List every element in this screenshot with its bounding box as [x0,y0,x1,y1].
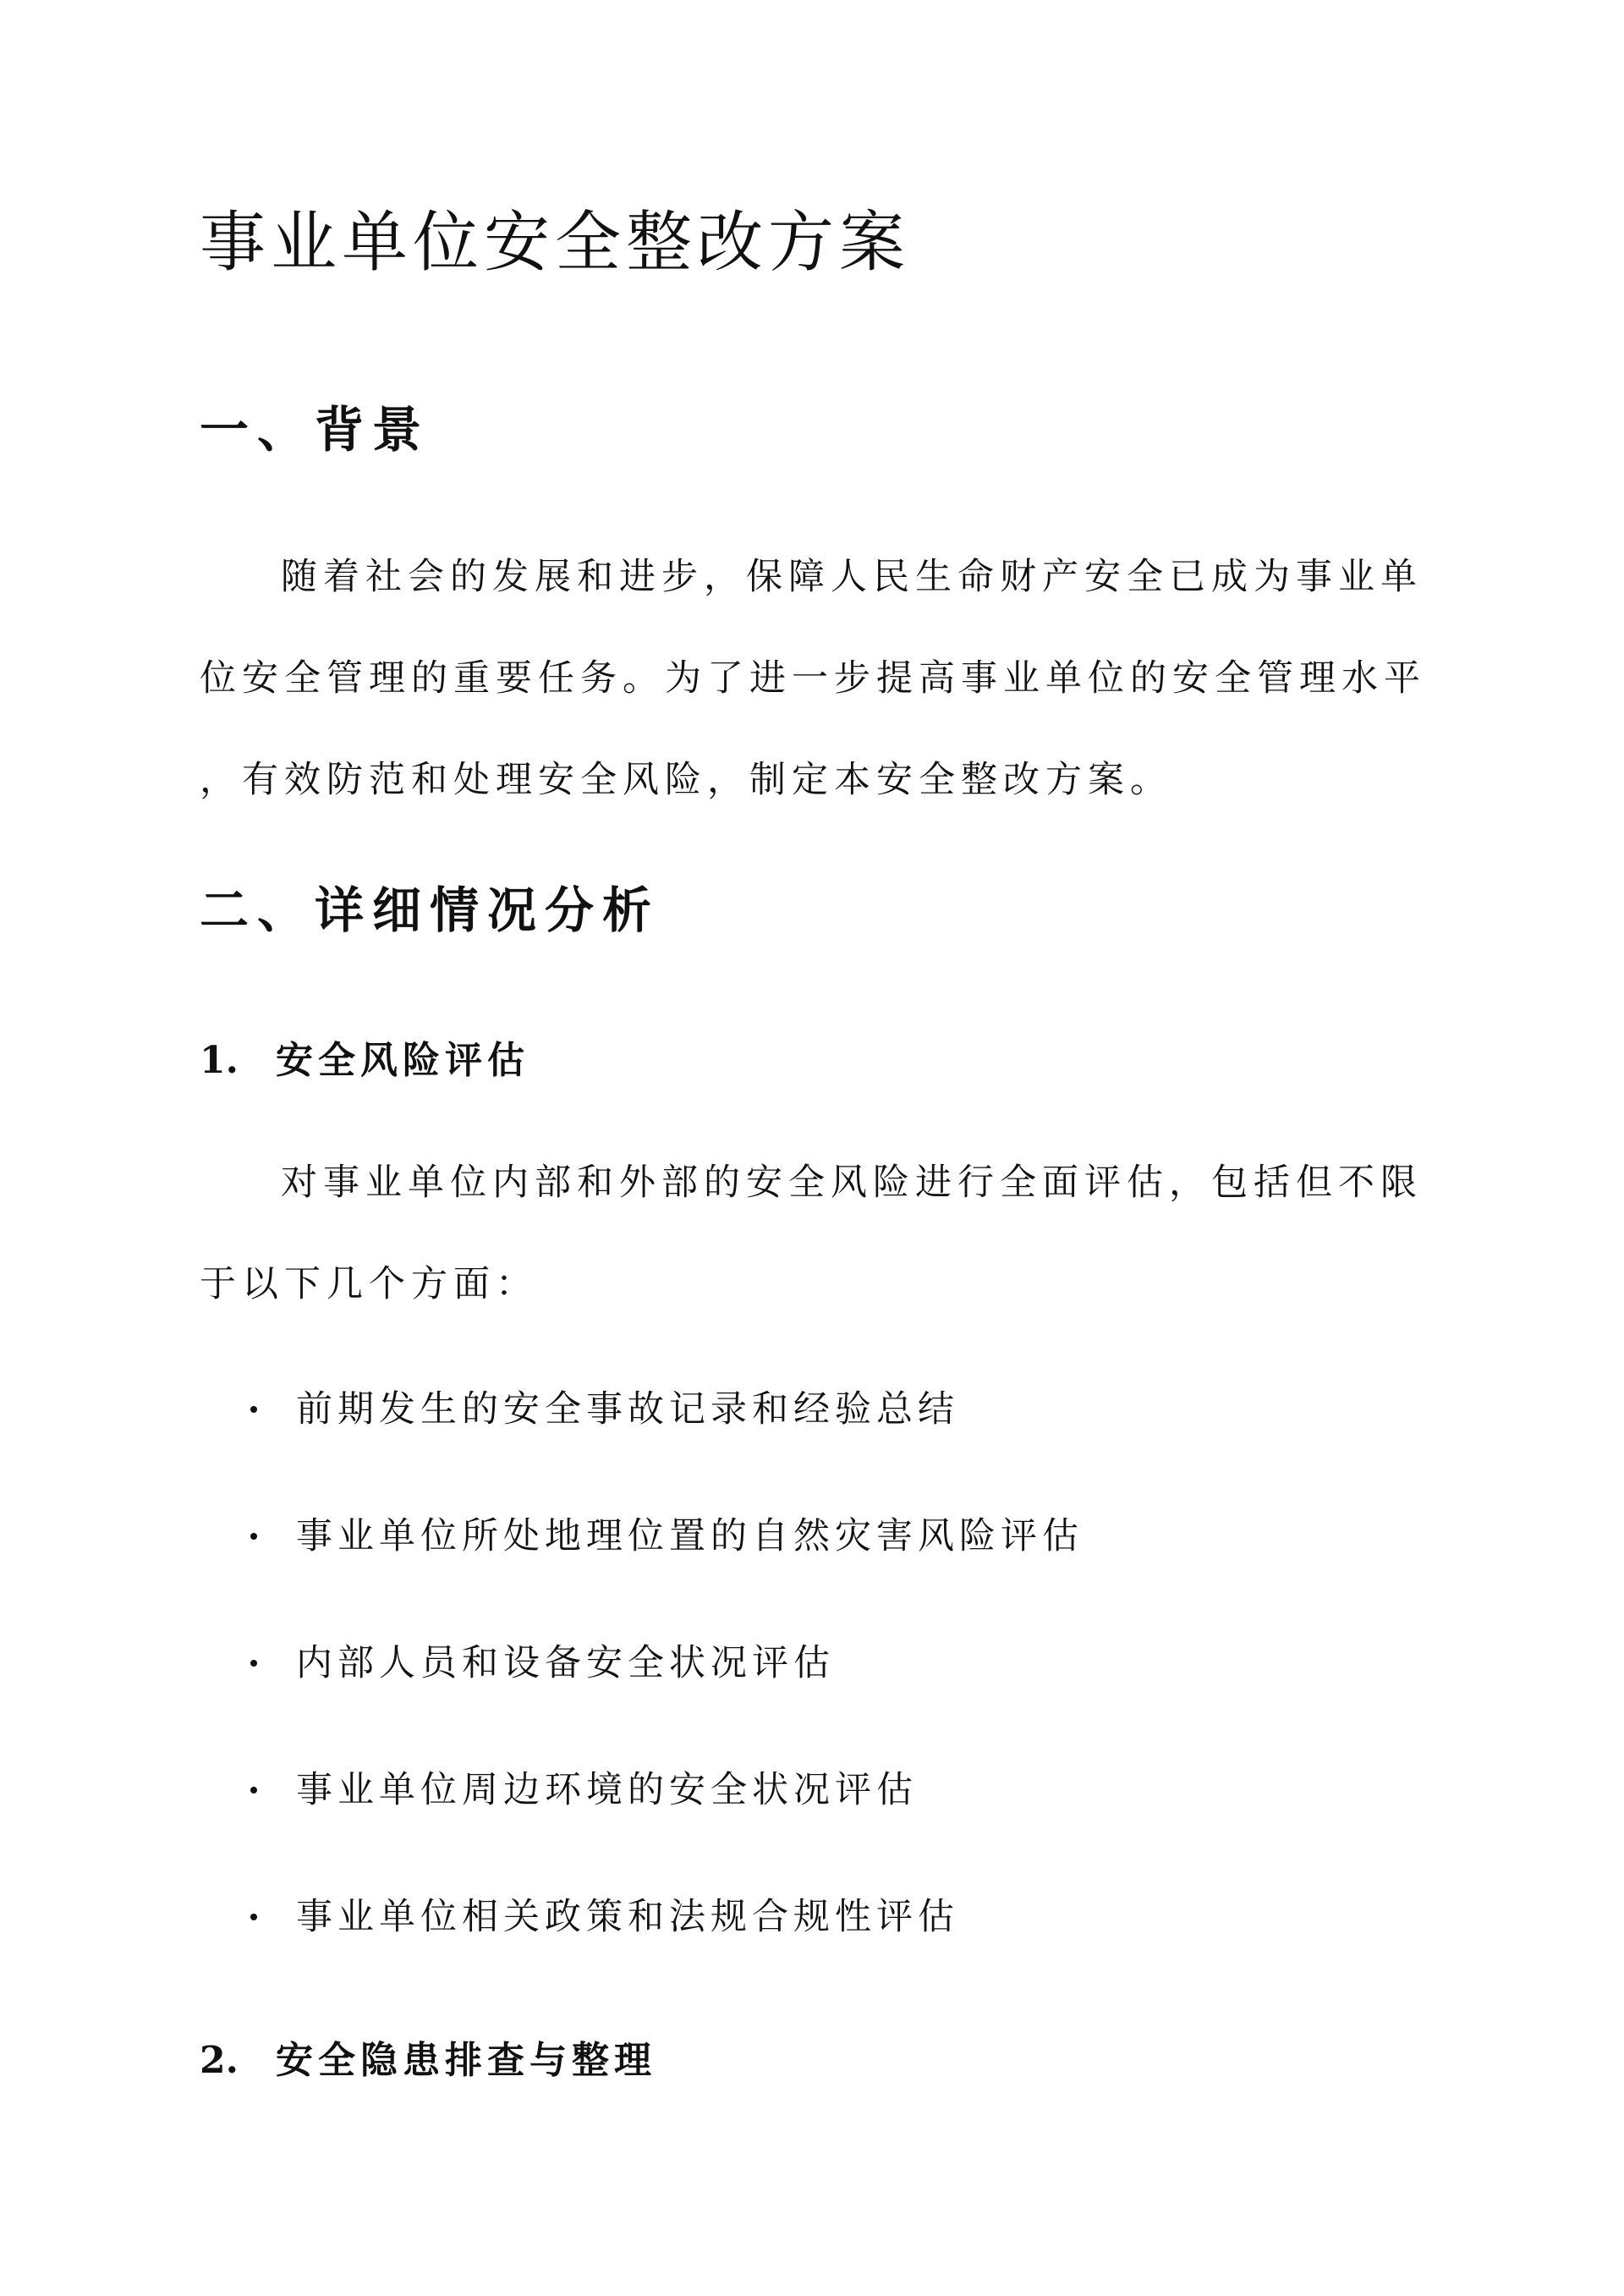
list-item-text: 事业单位相关政策和法规合规性评估 [296,1896,959,1938]
document-title: 事业单位安全整改方案 [200,205,911,281]
bullet-icon [250,1406,257,1413]
subsection-number: 2. [200,2039,239,2082]
paragraph-line: ，有效防范和处理安全风险，制定本安全整改方案。 [200,759,1172,801]
list-item-text: 事业单位所处地理位置的自然灾害风险评估 [296,1515,1084,1557]
list-item [200,1756,1435,1883]
paragraph-line: 位安全管理的重要任务。为了进一步提高事业单位的安全管理水平 [200,657,1426,700]
risk-assessment-bullet-list [200,1376,1435,2010]
risk-assessment-paragraph [200,1132,1435,1335]
bullet-icon [250,1533,257,1540]
bullet-icon [250,1787,257,1793]
paragraph-line: 随着社会的发展和进步，保障人民生命财产安全已成为事业单 [281,556,1423,598]
section-heading-background: 一、背景 [200,401,431,459]
list-item [200,1502,1435,1629]
subsection-title: 安全隐患排查与整理 [276,2039,656,2082]
subsection-title: 安全风险评估 [276,1039,529,1082]
list-item-text: 前期发生的安全事故记录和经验总结 [296,1388,959,1431]
list-item [200,1883,1435,2010]
list-item [200,1376,1435,1502]
paragraph-line: 对事业单位内部和外部的安全风险进行全面评估，包括但不限 [281,1162,1423,1204]
subsection-heading-hazard-inspection [200,2035,656,2086]
subsection-number: 1. [200,1039,239,1082]
section-heading-analysis: 二、详细情况分析 [200,882,661,939]
bullet-icon [250,1660,257,1667]
list-item-text: 事业单位周边环境的安全状况评估 [296,1769,918,1811]
list-item [200,1629,1435,1756]
paragraph-line: 于以下几个方面： [200,1263,538,1305]
bullet-icon [250,1914,257,1920]
list-item-text: 内部人员和设备安全状况评估 [296,1642,835,1684]
background-paragraph [200,526,1435,831]
subsection-heading-risk-assessment [200,1035,529,1086]
